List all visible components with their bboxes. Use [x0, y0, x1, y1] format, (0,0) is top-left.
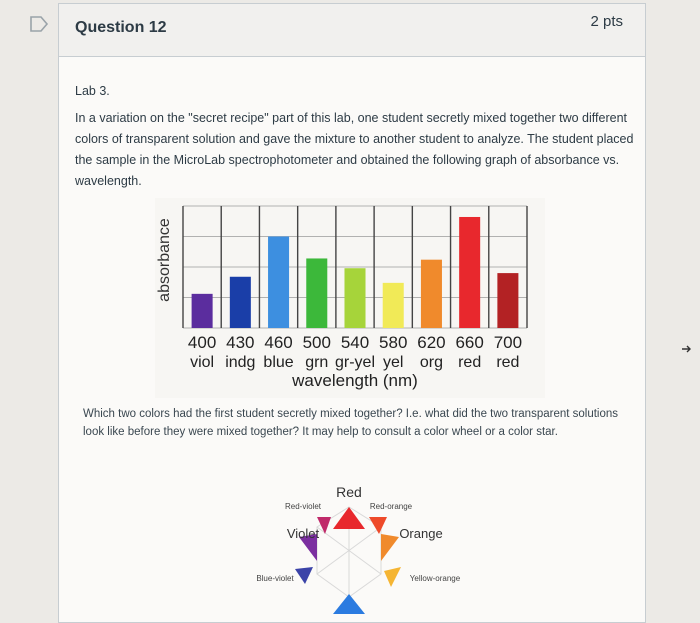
bar-580 [383, 283, 404, 328]
label-blue-violet: Blue-violet [256, 574, 294, 583]
color-name-500: grn [305, 354, 329, 371]
label-red: Red [336, 484, 362, 500]
bar-700 [497, 273, 518, 328]
bar-460 [268, 237, 289, 329]
tick-label-540: 540 [340, 333, 370, 352]
bar-660 [459, 217, 480, 328]
label-red-orange: Red-orange [369, 502, 413, 511]
chart-color-names [190, 354, 519, 371]
chart-y-label: absorbance [156, 218, 173, 302]
color-name-580: yel [382, 354, 404, 371]
label-red-violet: Red-violet [284, 502, 322, 511]
color-name-540: gr-yel [334, 354, 376, 371]
flag-icon[interactable] [28, 14, 50, 34]
swatch-blue [333, 594, 365, 614]
question-card [58, 3, 646, 623]
tick-label-460: 460 [264, 333, 293, 352]
bar-540 [344, 268, 365, 328]
label-violet: Violet [286, 526, 320, 541]
lab-label: Lab 3. [75, 84, 110, 98]
label-orange: Orange [399, 526, 443, 541]
color-name-660: red [458, 354, 482, 371]
swatch-red-orange [369, 517, 387, 534]
color-name-620: org [419, 354, 444, 371]
color-name-700: red [496, 354, 520, 371]
tick-label-500: 500 [302, 333, 331, 352]
tick-label-580: 580 [379, 333, 408, 352]
swatch-blue-violet [295, 567, 313, 584]
question-title: Question 12 [75, 19, 167, 36]
question-header [59, 4, 645, 57]
question-paragraph: In a variation on the "secret recipe" part of this lab, one student secretly mixed together two different colors of transparent solution and gave the mixture to another student to analyze. The student placed the sample in the MicroLab spectrophotometer and obtained the following graph of absorbance vs. wavelength. [75, 111, 634, 188]
swatch-red [333, 507, 365, 529]
bar-620 [421, 260, 442, 328]
tick-label-400: 400 [187, 333, 217, 352]
tick-label-430: 430 [226, 333, 255, 352]
bar-500 [306, 258, 327, 328]
mouse-pointer-icon [680, 343, 692, 355]
label-yellow-orange: Yellow-orange [409, 574, 461, 583]
tick-label-660: 660 [455, 333, 484, 352]
tick-label-700: 700 [493, 333, 523, 352]
question-prompt: Which two colors had the first student secretly mixed together? I.e. what did the two transparent solutions look like before they were mixed together? It may help to consult a color wheel or a color star. [83, 408, 619, 438]
tick-label-620: 620 [417, 333, 446, 352]
color-name-430: indg [225, 354, 256, 371]
bar-400 [192, 294, 213, 328]
color-name-400: viol [190, 354, 215, 371]
color-name-460: blue [263, 354, 294, 371]
absorbance-chart [155, 198, 545, 398]
bar-430 [230, 277, 251, 328]
color-star-diagram [239, 479, 469, 619]
swatch-yellow-orange [384, 567, 401, 587]
swatch-orange [381, 534, 399, 561]
chart-x-label: wavelength (nm) [292, 371, 418, 390]
question-points: 2 pts [590, 13, 623, 30]
chart-tick-labels [188, 333, 522, 352]
